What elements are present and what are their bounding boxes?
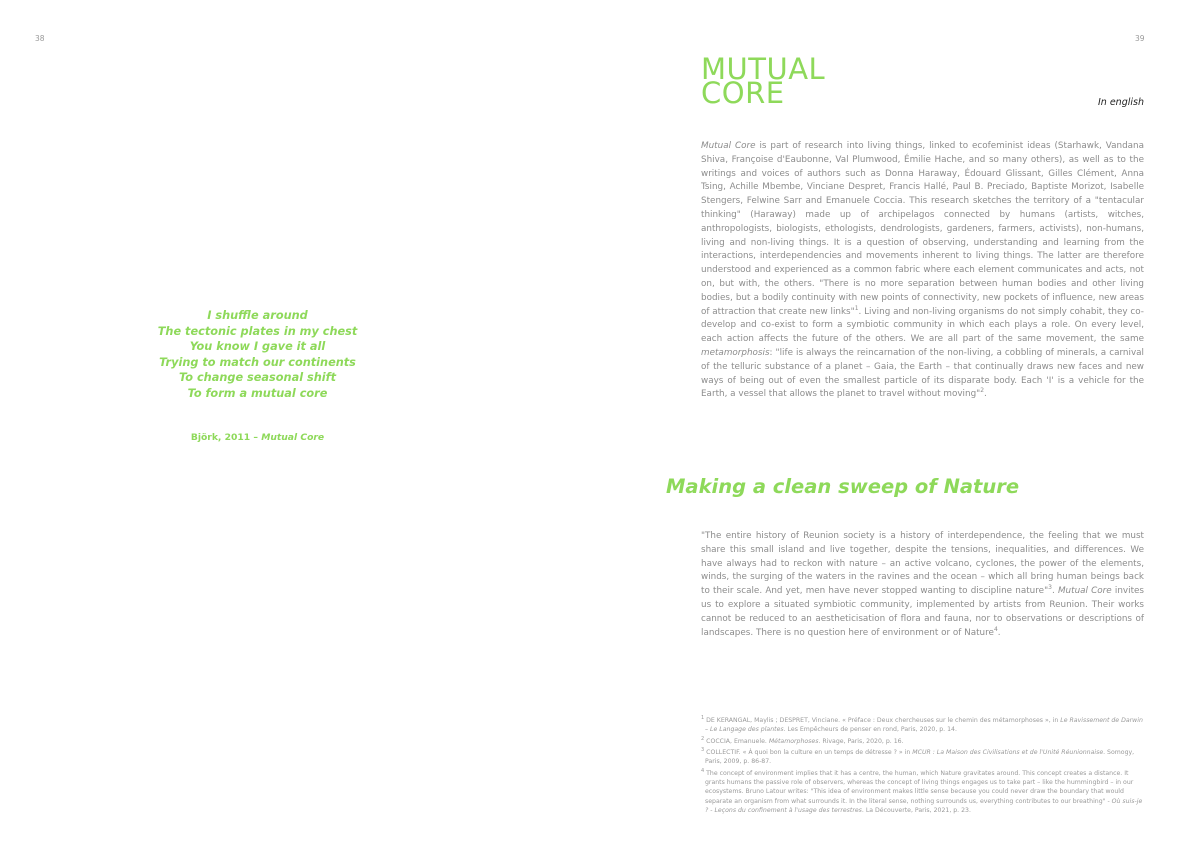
footnote-italic: Le Ravissement de Darwin – Le Langage des plantes: [705, 717, 1143, 734]
footnote-ref: 4: [993, 625, 998, 633]
footnote-text: . Rivage, Paris, 2020, p. 16.: [818, 737, 904, 745]
section-heading: Making a clean sweep of Nature: [666, 475, 1020, 498]
footnote-ref: 3: [1048, 584, 1052, 592]
lyric-line: Trying to match our continents: [159, 355, 356, 369]
footnote-text: COLLECTIF. « À quoi bon la culture en un temps de détresse ? » in: [704, 749, 913, 757]
text-run: .: [1051, 586, 1058, 597]
epigraph-attribution: [130, 432, 385, 443]
footnote-text: . Les Empêcheurs de penser en rond, Paris, 2020, p. 14.: [783, 726, 957, 734]
title-line-2: CORE: [701, 76, 785, 110]
lyric-line: I shuffle around: [207, 309, 308, 322]
footnote-2: [701, 735, 1144, 746]
footnote-text: The concept of environment implies that it has a centre, the human, which Nature gravitates around. This concept creates a distance. It grants humans the passive role of observers, whereas the concept of living things engages us to take part – like the hummingbird – in our ecosystems. Bruno Latour writes: "This idea of environment makes little sense because you could never draw the boundary that would separate an organism from what surrounds it. In the literal sense, nothing surrounds us, everything contributes to our breathing" -: [704, 769, 1134, 805]
footnote-number: 3: [701, 747, 705, 754]
text-run: .: [997, 627, 1001, 638]
lyric-line: To change seasonal shift: [179, 371, 336, 385]
footnote-text: DE KERANGAL, Maylis ; DESPRET, Vinciane. « Préface : Deux chercheuses sur le chemin des métamorphoses », in: [704, 717, 1061, 725]
text-run: is part of research into living things, linked to ecofeminist ideas (Starhawk, Vandana Shiva, Françoise d'Eaubonne, Val Plumwood, Émilie Hache, and so many others), as well as to the writings and voices of authors such as Donna Haraway, Édouard Glissant, Gilles Clément, Anna Tsing, Achille Mbembe, Vinciane Despret, Francis Hallé, Paul B. Preciado, Baptiste Morizot, Isabelle Stengers, Felwine Sarr and Emanuele Coccia. This research sketches the territory of a "tentacular thinking" (Haraway) made up of archipelagos connected by humans (artists, witches, anthropologists, biologists, ethologists, dendrologists, gardeners, farmers, activists), non-humans, living and non-living things. It is a question of observing, understanding and learning from the interactions, interdependencies and movements inherent to living things. The latter are therefore understood and experienced as a common fabric where each element communicates and acts, not on, but with, the others. "There is no more separation between human bodies and other living bodies, but a bodily continuity with new points of connectivity, new pockets of influence, new areas of attraction that create new links": [701, 141, 1145, 317]
language-label: In english: [1098, 97, 1144, 108]
lyric-line: To form a mutual core: [187, 386, 328, 400]
footnote-italic: Métamorphoses: [768, 737, 819, 745]
page-number-right: 39: [1135, 34, 1145, 43]
work-title: Mutual Core: [1057, 586, 1112, 597]
title-line-1: MUTUAL: [701, 52, 826, 86]
footnote-3: [701, 746, 1144, 767]
footnote-text: COCCIA, Emanuele.: [704, 737, 769, 745]
main-title: [701, 52, 826, 110]
footnote-4: [701, 767, 1144, 816]
text-run: "The entire history of Reunion society is a history of interdependence, the feeling that we must share this small island and live together, despite the tensions, inequalities, and differences. We have always had to reckon with nature – an active volcano, cyclones, the power of the elements, winds, the surging of the waters in the ravines and the ocean – which all bring human beings back to their scale. And yet, men have never stopped wanting to discipline nature": [701, 531, 1144, 597]
attribution-prefix: Björk, 2011 –: [190, 432, 262, 443]
footnote-number: 4: [701, 767, 705, 774]
work-title: Mutual Core: [701, 141, 756, 151]
footnote-italic: Où suis-je ? - Leçons du confinement à l'usage des terrestres: [705, 797, 1143, 814]
text-run: . Living and non-living organisms do not simply cohabit, they co-develop and co-exist to form a symbiotic community in which each plays a role. On every level, each action affects the future of the others. We are all part of the same movement, the same: [701, 306, 1144, 345]
emphasis: metamorphosis: [701, 347, 770, 358]
text-run: .: [984, 389, 987, 400]
epigraph-lyrics: [130, 308, 385, 402]
intro-paragraph: [701, 140, 1144, 402]
footnote-ref: 2: [980, 387, 985, 395]
footnote-1: [701, 714, 1144, 735]
footnotes: [701, 714, 1144, 815]
footnote-text: . Somogy, Paris, 2009, p. 86-87.: [705, 749, 1135, 766]
footnote-ref: 1: [854, 304, 859, 312]
footnote-text: . La Découverte, Paris, 2021, p. 23.: [861, 806, 971, 814]
lyric-line: The tectonic plates in my chest: [157, 324, 358, 338]
text-run: invites us to explore a situated symbiotic community, implemented by artists from Reunion. Their works cannot be reduced to an aestheticisation of flora and fauna, nor to observations or descriptions of landscapes. There is no question here of environment or of Nature: [701, 586, 1145, 638]
attribution-work: Mutual Core: [261, 432, 325, 443]
text-run: : "life is always the reincarnation of the non-living, a cobbling of minerals, a carnival of the telluric substance of a planet – Gaia, the Earth – that continually draws new faces and new ways of being out of even the smallest particle of its disparate body. Each 'I' is a vehicle for the Earth, a vessel that allows the planet to travel without moving": [701, 347, 1144, 400]
section-paragraph: [701, 530, 1144, 640]
lyric-line: You know I gave it all: [189, 340, 326, 354]
footnote-number: 1: [701, 715, 705, 721]
footnote-number: 2: [701, 735, 705, 742]
footnote-italic: MCUR : La Maison des Civilisations et de l'Unité Réunionnaise: [912, 749, 1104, 757]
page-number-left: 38: [35, 34, 45, 43]
